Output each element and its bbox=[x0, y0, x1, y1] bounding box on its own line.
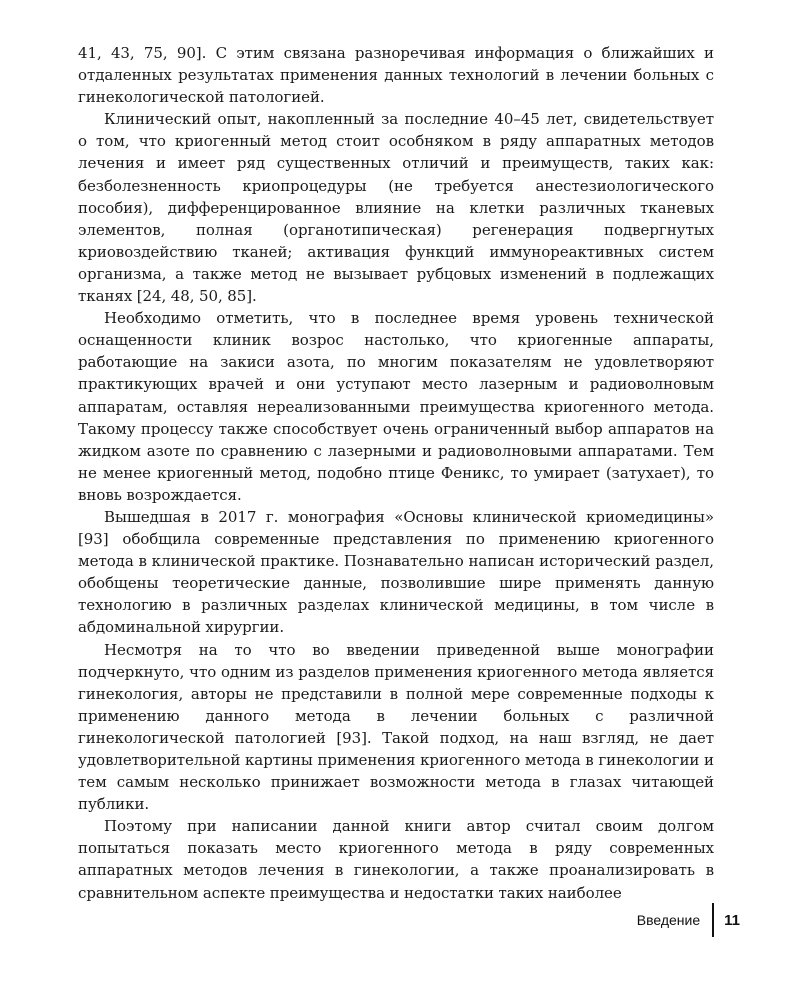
page-number: 11 bbox=[724, 911, 740, 929]
paragraph: Необходимо отметить, что в последнее время уровень технической оснащенности клиник возрос настолько, что криогенные аппараты, работающие на закиси азота, по многим показателям не удовлетворяют практикующих врачей и они уступают место лазерным и радиоволновым аппаратам, оставляя нереализованными преимущества криогенного метода. Такому процессу также способствует очень ограниченный выбор аппаратов на жидком азоте по сравнению с лазерными и радиоволновыми аппаратами. Тем не менее криогенный метод, подобно птице Феникс, то умирает (затухает), то вновь возрождается. bbox=[78, 309, 714, 504]
paragraph: Клинический опыт, накопленный за последние 40–45 лет, свидетельствует о том, что криогенный метод стоит особняком в ряду аппаратных методов лечения и имеет ряд существенных отличий и преимуществ, таких как: безболезненность криопроцедуры (не требуется анестезиологического пособия), дифференцированное влияние на клетки различных тканевых элементов, полная (органотипическая) регенерация подвергнутых криовоздействию тканей; активация функций иммунореактивных систем организма, а также метод не вызывает рубцовых изменений в подлежащих тканях [24, 48, 50, 85]. bbox=[78, 110, 714, 306]
running-footer bbox=[637, 903, 740, 937]
paragraph: Вышедшая в 2017 г. монография «Основы клинической криомедицины» [93] обобщила современные представления по применению криогенного метода в клинической практике. Познавательно написан исторический раздел, обобщены теоретические данные, позволившие шире применять данную технологию в различных разделах клинической медицины, в том числе в абдоминальной хирургии. bbox=[78, 507, 714, 637]
paragraph: 41, 43, 75, 90]. С этим связана разноречивая информация о ближайших и отдаленных результатах применения данных технологий в лечении больных с гинекологической патологией. bbox=[78, 44, 714, 107]
section-title: Введение bbox=[636, 912, 701, 928]
page-body bbox=[78, 42, 714, 904]
paragraph: Поэтому при написании данной книги автор считал своим долгом попытаться показать место криогенного метода в ряду современных аппаратных методов лечения в гинекологии, а также проанализировать в сравнительном аспекте преимущества и недостатки таких наиболее bbox=[78, 817, 714, 902]
paragraph: Несмотря на то что во введении приведенной выше монографии подчеркнуто, что одним из разделов применения криогенного метода является гинекология, авторы не представили в полной мере современные подходы к применению данного метода в лечении больных с различной гинекологической патологией [93]. Такой подход, на наш взгляд, не дает удовлетворительной картины применения криогенного метода в гинекологии и тем самым несколько принижает возможности метода в глазах читающей публики. bbox=[78, 640, 714, 814]
